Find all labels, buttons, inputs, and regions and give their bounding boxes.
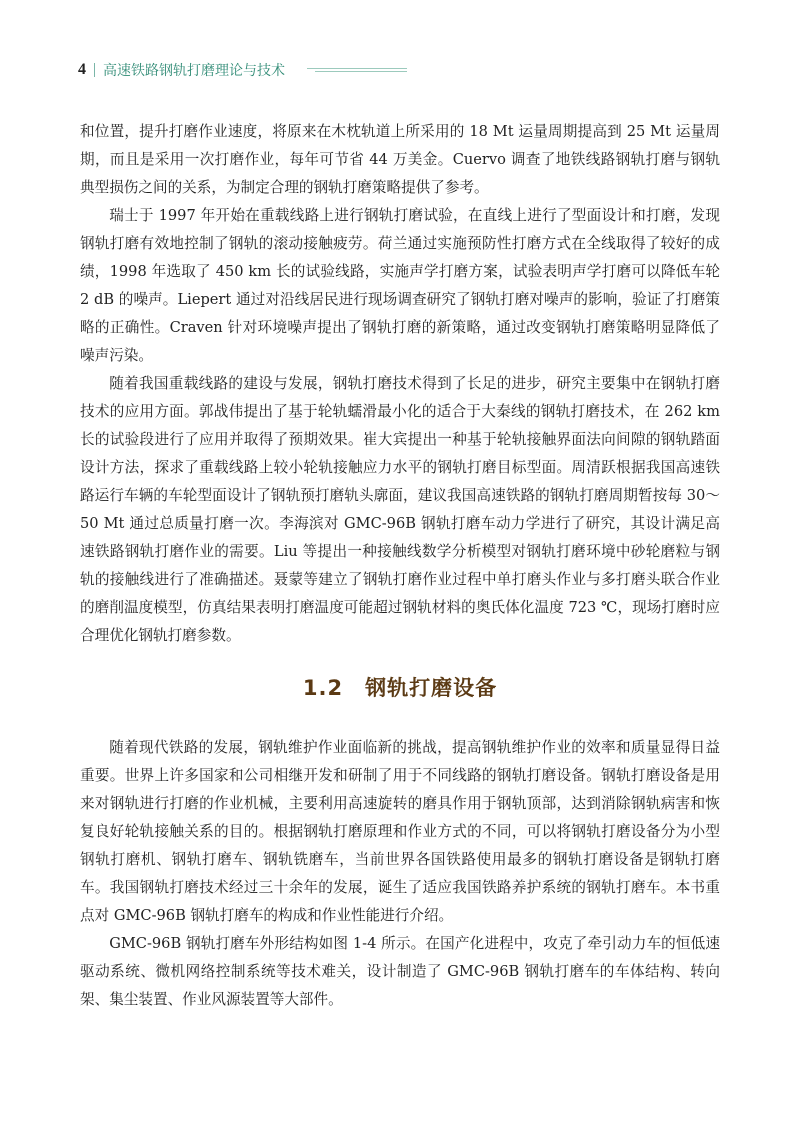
section-heading: [0, 672, 800, 702]
section-title: 钢轨打磨设备: [365, 676, 498, 700]
header-separator: [94, 63, 95, 77]
text-block-1: [80, 118, 720, 650]
paragraph: 和位置，提升打磨作业速度，将原来在木枕轨道上所采用的 18 Mt 运量周期提高到 25 Mt 运量周期，而且是采用一次打磨作业，每年可节省 44 万美金。Cuervo 调查了地铁线路钢轨打磨与钢轨典型损伤之间的关系，为制定合理的钢轨打磨策略提供了参考。: [80, 123, 720, 196]
text-block-2: [80, 734, 720, 1014]
page-number: 4: [78, 61, 86, 78]
paragraph: 瑞士于 1997 年开始在重载线路上进行钢轨打磨试验，在直线上进行了型面设计和打磨，发现钢轨打磨有效地控制了钢轨的滚动接触疲劳。荷兰通过实施预防性打磨方式在全线取得了较好的成绩，1998 年选取了 450 km 长的试验线路，实施声学打磨方案，试验表明声学打磨可以降低车轮 2 dB 的噪声。Liepert 通过对沿线居民进行现场调查研究了钢轨打磨对噪声的影响，验证了打磨策略的正确性。Craven 针对环境噪声提出了钢轨打磨的新策略，通过改变钢轨打磨策略明显降低了噪声污染。: [80, 207, 720, 364]
page-header: [78, 58, 740, 82]
header-decoration: [307, 67, 407, 73]
paragraph: GMC-96B 钢轨打磨车外形结构如图 1-4 所示。在国产化进程中，攻克了牵引动力车的恒低速驱动系统、微机网络控制系统等技术难关，设计制造了 GMC-96B 钢轨打磨车的车体结构、转向架、集尘装置、作业风源装置等大部件。: [80, 935, 720, 1008]
paragraph: 随着我国重载线路的建设与发展，钢轨打磨技术得到了长足的进步，研究主要集中在钢轨打磨技术的应用方面。郭战伟提出了基于轮轨蠕滑最小化的适合于大秦线的钢轨打磨技术，在 262 km 长的试验段进行了应用并取得了预期效果。崔大宾提出一种基于轮轨接触界面法向间隙的钢轨踏面设计方法，探求了重载线路上较小轮轨接触应力水平的钢轨打磨目标型面。周清跃根据我国高速铁路运行车辆的车轮型面设计了钢轨预打磨轨头廓面，建议我国高速铁路的钢轨打磨周期暂按每 30～50 Mt 通过总质量打磨一次。李海滨对 GMC-96B 钢轨打磨车动力学进行了研究，其设计满足高速铁路钢轨打磨作业的需要。Liu 等提出一种接触线数学分析模型对钢轨打磨环境中砂轮磨粒与钢轨的接触线进行了准确描述。聂蒙等建立了钢轨打磨作业过程中单打磨头作业与多打磨头联合作业的磨削温度模型，仿真结果表明打磨温度可能超过钢轨材料的奥氏体化温度 723 ℃，现场打磨时应合理优化钢轨打磨参数。: [80, 375, 720, 644]
section-number: 1.2: [302, 676, 344, 700]
running-title: 高速铁路钢轨打磨理论与技术: [103, 63, 285, 79]
paragraph: 随着现代铁路的发展，钢轨维护作业面临新的挑战，提高钢轨维护作业的效率和质量显得日益重要。世界上许多国家和公司相继开发和研制了用于不同线路的钢轨打磨设备。钢轨打磨设备是用来对钢轨进行打磨的作业机械，主要利用高速旋转的磨具作用于钢轨顶部，达到消除钢轨病害和恢复良好轮轨接触关系的目的。根据钢轨打磨原理和作业方式的不同，可以将钢轨打磨设备分为小型钢轨打磨机、钢轨打磨车、钢轨铣磨车，当前世界各国铁路使用最多的钢轨打磨设备是钢轨打磨车。我国钢轨打磨技术经过三十余年的发展，诞生了适应我国铁路养护系统的钢轨打磨车。本书重点对 GMC-96B 钢轨打磨车的构成和作业性能进行介绍。: [80, 739, 720, 924]
